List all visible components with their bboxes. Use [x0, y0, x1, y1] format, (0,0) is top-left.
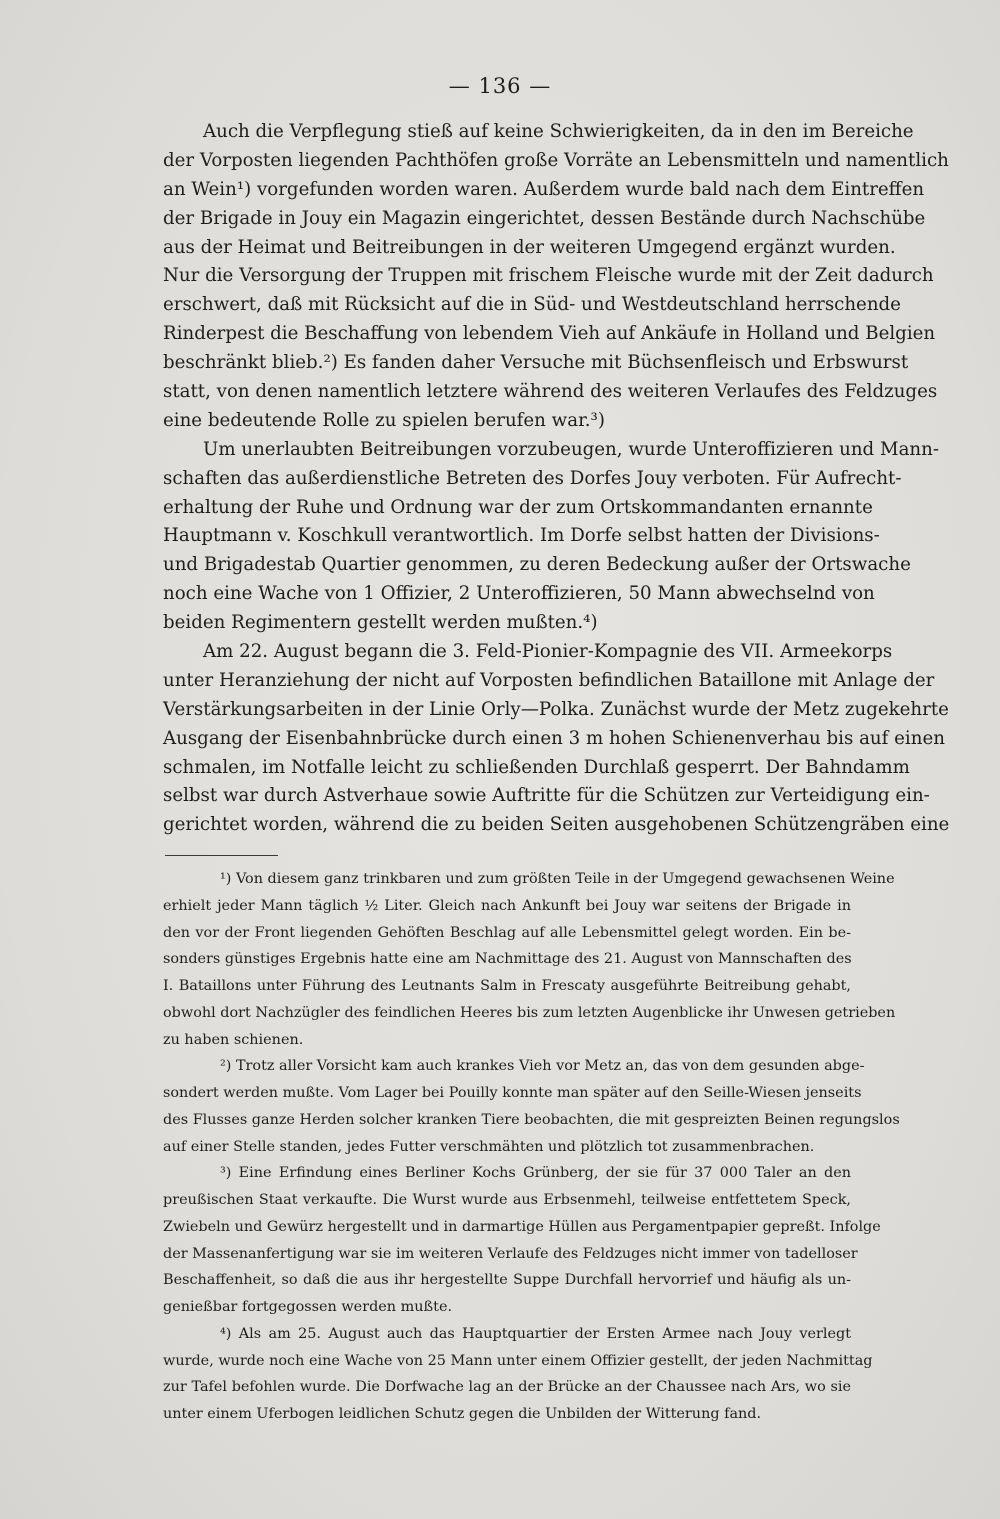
body-line: beiden Regimentern gestellt werden mußten.⁴) [163, 612, 598, 634]
body-line: an Wein¹) vorgefunden worden waren. Außerdem wurde bald nach dem Eintreffen [163, 178, 925, 200]
page-number: — 136 — [448, 74, 552, 98]
body-line: Rinderpest die Beschaffung von lebendem Vieh auf Ankäufe in Holland und Belgien [163, 323, 936, 345]
footnote-line: zur Tafel befohlen wurde. Die Dorfwache lag an der Brücke an der Chaussee nach Ars, wo sie [163, 1379, 851, 1396]
footnote-line: Zwiebeln und Gewürz hergestellt und in darmartige Hüllen aus Pergamentpapier gepreßt. Infolge [163, 1218, 881, 1235]
footnote-line: sondert werden mußte. Vom Lager bei Pouilly konnte man später auf den Seille-Wiesen jenseits [163, 1085, 862, 1101]
footnote-line: sonders günstiges Ergebnis hatte eine am Nachmittage des 21. August von Mannschaften des [163, 951, 852, 968]
footnote-line: I. Bataillons unter Führung des Leutnants Salm in Frescaty ausgeführte Beitreibung gehabt, [163, 978, 851, 994]
body-line: der Vorposten liegenden Pachthöfen große Vorräte an Lebensmitteln und namentlich [163, 149, 949, 171]
body-text [163, 118, 950, 840]
body-line: erschwert, daß mit Rücksicht auf die in Süd- und Westdeutschland herrschende [163, 294, 901, 316]
body-line: eine bedeutende Rolle zu spielen berufen war.³) [163, 409, 605, 431]
footnote-line: ³) Eine Erfindung eines Berliner Kochs Grünberg, der sie für 37 000 Taler an den [220, 1165, 851, 1182]
body-line: Auch die Verpflegung stieß auf keine Schwierigkeiten, da in den im Bereiche [203, 121, 914, 142]
body-line: statt, von denen namentlich letztere während des weiteren Verlaufes des Feldzuges [163, 381, 938, 403]
footnote-line: obwohl dort Nachzügler des feindlichen Heeres bis zum letzten Augenblicke ihr Unwesen getrieben [163, 1004, 896, 1021]
body-line: selbst war durch Astverhaue sowie Auftritte für die Schützen zur Verteidigung ein- [163, 785, 930, 807]
body-line: Nur die Versorgung der Truppen mit frischem Fleische wurde mit der Zeit dadurch [163, 265, 934, 287]
body-line: beschränkt blieb.²) Es fanden daher Versuche mit Büchsenfleisch und Erbswurst [163, 352, 909, 374]
footnote-separator [165, 855, 278, 856]
footnotes [163, 866, 900, 1428]
footnote-line: des Flusses ganze Herden solcher kranken Tiere beobachten, die mit gespreizten Beinen regungslos [163, 1111, 900, 1128]
footnote-line: ⁴) Als am 25. August auch das Hauptquartier der Ersten Armee nach Jouy verlegt [220, 1325, 851, 1342]
body-line: unter Heranziehung der nicht auf Vorposten befindlichen Bataillone mit Anlage der [163, 669, 935, 691]
footnote-line: den vor der Front liegenden Gehöften Beschlag auf alle Lebensmittel gelegt worden. Ein be- [163, 924, 851, 941]
footnote-line: erhielt jeder Mann täglich ½ Liter. Gleich nach Ankunft bei Jouy war seitens der Brigade in [163, 897, 851, 914]
footnote-line: ²) Trotz aller Vorsicht kam auch krankes Vieh vor Metz an, das von dem gesunden abge- [220, 1058, 865, 1075]
body-line: Ausgang der Eisenbahnbrücke durch einen 3 m hohen Schienenverhau bis auf einen [163, 727, 945, 749]
footnote-line: Beschaffenheit, so daß die aus ihr hergestellte Suppe Durchfall hervorrief und häufig als un- [163, 1272, 851, 1289]
footnote-line: unter einem Uferbogen leidlichen Schutz gegen die Unbilden der Witterung fand. [163, 1406, 762, 1422]
body-line: Hauptmann v. Koschkull verantwortlich. Im Dorfe selbst hatten der Divisions- [163, 525, 880, 547]
body-line: gerichtet worden, während die zu beiden Seiten ausgehobenen Schützengräben eine [163, 814, 950, 836]
footnote-line: auf einer Stelle standen, jedes Futter verschmähten und plötzlich tot zusammenbrachen. [163, 1138, 815, 1155]
body-line: erhaltung der Ruhe und Ordnung war der zum Ortskommandanten ernannte [163, 496, 873, 518]
footnote-line: zu haben schienen. [163, 1031, 304, 1048]
body-line: Am 22. August begann die 3. Feld-Pionier-Kompagnie des VII. Armeekorps [203, 641, 893, 663]
body-line: schaften das außerdienstliche Betreten des Dorfes Jouy verboten. Für Aufrecht- [163, 467, 902, 489]
footnote-line: wurde, wurde noch eine Wache von 25 Mann unter einem Offizier gestellt, der jeden Nachmittag [163, 1352, 873, 1369]
body-line: noch eine Wache von 1 Offizier, 2 Unteroffizieren, 50 Mann abwechselnd von [163, 583, 875, 605]
footnote-line: der Massenanfertigung war sie im weiteren Verlaufe des Feldzuges nicht immer von tadelloser [163, 1245, 858, 1262]
body-line: der Brigade in Jouy ein Magazin eingerichtet, dessen Bestände durch Nachschübe [163, 207, 926, 229]
footnote-line: ¹) Von diesem ganz trinkbaren und zum größten Teile in der Umgegend gewachsenen Weine [220, 871, 895, 887]
body-line: Verstärkungsarbeiten in der Linie Orly—Polka. Zunächst wurde der Metz zugekehrte [163, 698, 949, 720]
footnote-line: preußischen Staat verkaufte. Die Wurst wurde aus Erbsenmehl, teilweise entfettetem Speck, [163, 1192, 851, 1208]
body-line: aus der Heimat und Beitreibungen in der weiteren Umgegend ergänzt wurden. [163, 236, 896, 258]
body-line: Um unerlaubten Beitreibungen vorzubeugen, wurde Unteroffizieren und Mann- [203, 438, 939, 460]
body-line: und Brigadestab Quartier genommen, zu deren Bedeckung außer der Ortswache [163, 554, 911, 576]
footnote-line: genießbar fortgegossen werden mußte. [163, 1299, 453, 1315]
body-line: schmalen, im Notfalle leicht zu schließenden Durchlaß gesperrt. Der Bahndamm [163, 756, 910, 778]
